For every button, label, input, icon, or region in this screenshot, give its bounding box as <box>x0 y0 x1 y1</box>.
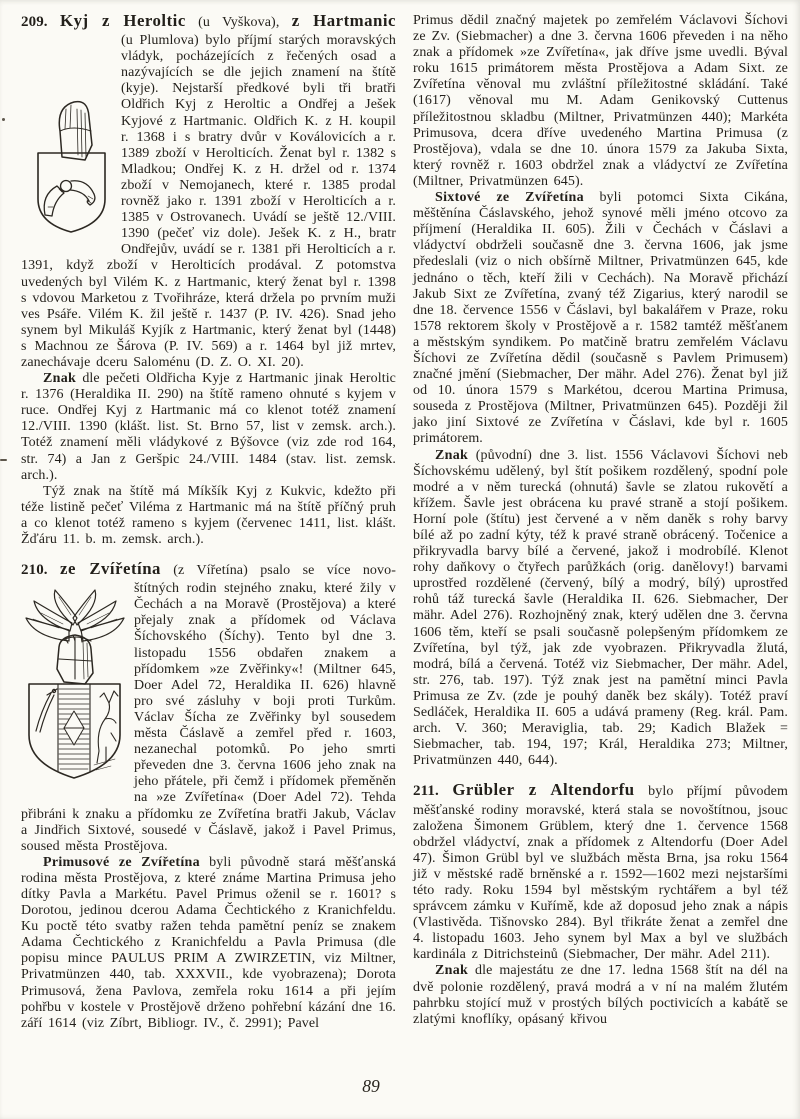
paragraph-text: (u Plumlova) bylo příjmí starých moravských vládyk, pocházejících z řečených osad a nazývajících se dle jejich znamení na štítě (kyje). Nejstarší předkové byli tři bratři Oldřich Kyj z Heroltic a Ondřej a Ješek Kyjové z Hartmanic. Oldřich K. z H. koupil r. 1368 i s bratry dvůr v Koválovicích a r. 1389 zboží v Herolticích. Ženat byl r. 1382 s Mladkou; Ondřej K. z H. držel od r. 1374 zboží v Nemojanech, které r. 1385 prodal rovněž jako r. 1391 zboží v Herolticích a r. 1385 v Ostrovanech. Uvádí se ještě 12./VIII. 1390 (pečeť viz dole). Ješek K. z H., bratr Ondřejův, uvádí se r. 1381 při Herolticích a r. 1391, když zboží v Herolticích prodával. Z potomstva uvedených byl Vilém K. z Hartmanic, který ženat byl r. 1398 s vdovou Marketou z Tvořihráze, která držela po prvním muži ves Psáře. Vilém K. žil ještě r. 1437 (P. IV. 426). Snad jeho synem byl Mikuláš Kyjík z Hartmanic, který ženat byl (1448) s Machnou ze Šárova (P. IV. 569) a r. 1464 byl již mrtev, zanechávaje dceru Saloménu (D. Z. O. XI. 20). <box>21 33 396 370</box>
section-211-znak-paragraph <box>413 963 788 1027</box>
section-209-paragraph-1 <box>21 33 396 371</box>
kyj-seal-illustration <box>29 95 113 237</box>
paragraph-text: byli potomci Sixta Cikána, měštěnína Čáslavského, jehož synové měli jméno otcovo za příjmení (Heraldika II. 605). Žili v Čechách v Čáslavi a vládyctví obdrželi současně dne 3. června 1606, jak jsme předeslali (viz o nich obšírně Miltner, Privatmünzen 645, kde jednáno o těch, kteří žili v Cechách). Na Moravě přichází Jakub Sixt ze Zvířetína, zvaný též Zigarius, který narodil se dne 18. července 1556 v Čáslavi, byl bakalářem v Praze, roku 1578 rektorem školy v Prostějově a r. 1582 tamtéž měšťanem a městským syndikem. Po matčině bratru zemřelém Václavu Šíchovi ze Zvířetína dědil (současně s Pavlem Primusem) značné jmění (Siebmacher, Der mähr. Adel 276). Ženat byl již od 10. února 1579 s Markétou, dcerou Martina Primusa, souseda z Prostějova (Miltner, Privatmünzen 645). Později žil jako jiní Sixtové ze Zvířetína v Čáslavi, kde byl r. 1605 primátorem. <box>413 190 788 447</box>
section-209-paren: (u Vyškova), <box>198 15 280 30</box>
paragraph-text: dle majestátu ze dne 17. ledna 1568 štít na dél na dvě polonie rozdělený, pravá modrá a v ní na malém žlutém pahrbku stojící muž v prostých bílých poctivicích a kabátě se zlatými knoflíky, opásaný křivou <box>413 963 788 1027</box>
section-209-name-a: Kyj z Heroltic <box>60 11 186 30</box>
znak-lead: Znak <box>43 371 77 387</box>
section-210-number: 210. <box>21 562 48 579</box>
paragraph-text: byli původně stará měšťanská rodina města Prostějova, z které známe Martina Primusa jeho dítky Pavla a Markétu. Pavel Primus oženil se r. 1601? s Dorotou, jedinou dcerou Adama Čechtického z Kranichfeldu. Ku poctě této svatby ražen tehda pamětní peníz se znakem Adama Čechtického z Kranichfeldu a Pavla Primusa (dle popisu mince PAULUS PRIM A ZWIRZETIN, viz Miltner, Privatmünzen 440, tab. XXXVII., kde vyobrazena); Dorota Primusová, žena Pavlova, zemřela roku 1614 a při jejím pohřbu v kostele v Prostějově drženo pohřební kázání dne 16. září 1614 (viz Zíbrt, Bibliogr. IV., č. 2991); Pavel <box>21 854 396 1031</box>
right-column <box>413 13 788 1032</box>
sixtove-lead: Sixtové ze Zvířetína <box>435 190 584 206</box>
section-210-heading-rest: (z Vířetína) psalo se více novo- <box>173 563 396 579</box>
znak-lead: Znak <box>435 963 469 979</box>
two-column-layout <box>21 13 789 1032</box>
section-210-heading <box>21 561 396 579</box>
primusove-lead: Primusové ze Zvířetína <box>43 854 200 870</box>
section-211-number: 211. <box>413 783 439 800</box>
section-211-heading <box>413 782 788 800</box>
section-209-name-b: z Hartmanic <box>291 11 396 30</box>
paragraph-text: štítných rodin stejného znaku, které žily v Čechách a na Moravě (Prostějova) a které přejaly znak a přídomek od Václava Šíchovského (Šíchy). Tento byl dne 3. listopadu 1556 obdařen znakem a přídomkem »ze Zvěřinky«! (Miltner 645, Doer Adel 72, Heraldika II. 626) hlavně pro své zásluhy v boji proti Turkům. Václav Šícha ze Zvěřinky byl sousedem města Čáslavě a zemřel před r. 1603, nezanechal potomků. Po jeho smrti převeden dne 3. června 1606 jeho znak na jeho přátele, při čemž i přídomek přeměněn na »ze Zvířetína« (Doer Adel 72). Tehda přibráni k znaku a přídomku ze Zvířetína bratři Jakub, Václav a Jindřich Sixtové, sousedé v Čáslavě, jakož i Pavel Primus, soused města Prostějova. <box>21 581 396 854</box>
section-209-heading <box>21 13 396 31</box>
continuation-paragraph <box>413 13 788 190</box>
paragraph-text: Týž znak na štítě má Míkšík Kyj z Kukvic, kdežto při téže listině pečeť Viléma z Hartmanic má na štítě příčný pruh a co klenot totéž rameno s kyjem (červenec 1411, list. klášt. Žďáru 11. b. m. zemsk. arch.). <box>21 483 396 547</box>
section-211-paragraph-1 <box>413 803 788 964</box>
paragraph-text: (původní) dne 3. list. 1556 Václavovi Šíchovi neb Šíchovskému udělený, byl štít pošikem rozdělený, spodní pole modré a v něm turecká (ohnutá) šavle se zlatou rukovětí a křížem. Šavle jest obrácena ku pravé straně a stojí pošikem. Horní pole (štítu) jest červené a v něm daněk s rohy barvy bílé až po zadní kýty, též k pravé straně obrácený. Točenice a přikryvadla barvy bílé a červené, jakož i modrobílé. Klenot rohy daňkovy o čtyřech parůžkách (orig. danělovy!) barvami uprostřed rozdělené (červený, bílý a modrý, bílý) uprostřed rohů táž turecká šavle (Heraldika II. 626. Siebmacher, Der mähr. Adel 276). Rozhojněný znak, který udělen dne 3. června 1606 těm, kteří se psali současně polepšeným přídomkem ze Zvířetína, byl týž, jak zde vyobrazen. Přikryvadla žlutá, modrá, bílá a červená. Totéž viz Siebmacher, Der mähr. Adel, str. 276, tab. 197). Týž znak jest na pamětní minci Pavla Primusa ze Zv. (zde je pouhý daněk bez skály). Totéž praví Sedláček, Heraldika II. 605 a udává prameny (Reg. král. Pam. arch. V. 360; Meraviglia, tab. 29; Kadich Blažek = Siebmacher, tab. 194, 197; Král, Heraldika 273; Miltner, Privatmünzen 440, 644). <box>413 447 788 769</box>
zviretin-arms-illustration <box>21 583 128 787</box>
section-209-znak-paragraph <box>21 371 396 484</box>
left-column <box>21 13 396 1032</box>
paragraph-text: dle pečeti Oldřicha Kyje z Hartmanic jinak Heroltic r. 1376 (Heraldika II. 290) na štítě rameno ohnuté s kyjem v ruce. Ondřej Kyj z Hartmanic má co klenot totéž znamení 12./VIII. 1390 (klášt. list. St. Brno 57, list v zemsk. arch.). Totéž znamení měli vládykové z Býšovce (viz zde rod 164, str. 74) a Jan z Geršpic 24./VIII. 1484 (stav. list. zemsk. arch.). <box>21 371 396 483</box>
section-209-tyz-paragraph <box>21 484 396 548</box>
section-210-name: ze Zvířetína <box>60 559 161 579</box>
paragraph-text: měšťanské rodiny moravské, která stala se novoštítnou, jsouc založena Šimonem Grüblem, který dne 1. července 1568 obdržel vládyctví, znak a přídomek z Altendorfu (Doer Adel 47). Šimon Grübl byl ve službách města Brna, jsa roku 1564 již v městské radě brněnské a r. 1592—1602 mezi nejstaršími této rady. Roku 1594 byl městským rychtářem a byl též správcem zámku v Kuřímě, kde až doposud jeho znak a nápis (Vlastivěda. Tišnovsko 284). Byl třikráte ženat a zemřel dne 4. listopadu 1603. Jeho synem byl Max a byl ve službách kardinála z Ditrichsteinů (Siebmacher, Der mähr. Adel 211). <box>413 802 788 963</box>
kyj-seal-figure <box>21 33 121 243</box>
section-210-primusove-paragraph <box>21 855 396 1032</box>
zviretin-arms-figure <box>21 581 134 791</box>
section-210-paragraph-1 <box>21 581 396 855</box>
paragraph-text: Primus dědil značný majetek po zemřelém Václavovi Šíchovi ze Zv. (Siebmacher) a dne 3. června 1606 převeden i na něho znak a přídomek »ze Zvířetína«, jak dříve jsme uvedli. Býval roku 1615 primátorem města Prostějova a Adam Sixt. ze Zvířetína věnoval mu zvláštní příležitostné skládání. Také (1617) věnoval mu M. Adam Genikovský Cuttenus příležitostnou skladbu (Miltner, Privatmünzen 440); Markéta Primusova, dcera dříve uvedeného Martina Primusa (z Prostějova), vdala se dne 10. února 1579 za Jakuba Sixta, který rovněž r. 1603 obdržel znak a vládyctví ze Zvířetína (Miltner, Privatmünzen 645). <box>413 13 788 189</box>
scan-speck <box>0 459 7 461</box>
scan-speck <box>2 118 5 121</box>
znak-lead: Znak <box>435 447 469 463</box>
zviretin-znak-paragraph <box>413 448 788 770</box>
section-211-heading-rest: bylo příjmí původem <box>648 784 788 800</box>
section-209-number: 209. <box>21 14 48 30</box>
sixtove-paragraph <box>413 190 788 448</box>
page-number: 89 <box>362 1076 380 1096</box>
section-211-name: Grübler z Altendorfu <box>452 780 635 800</box>
